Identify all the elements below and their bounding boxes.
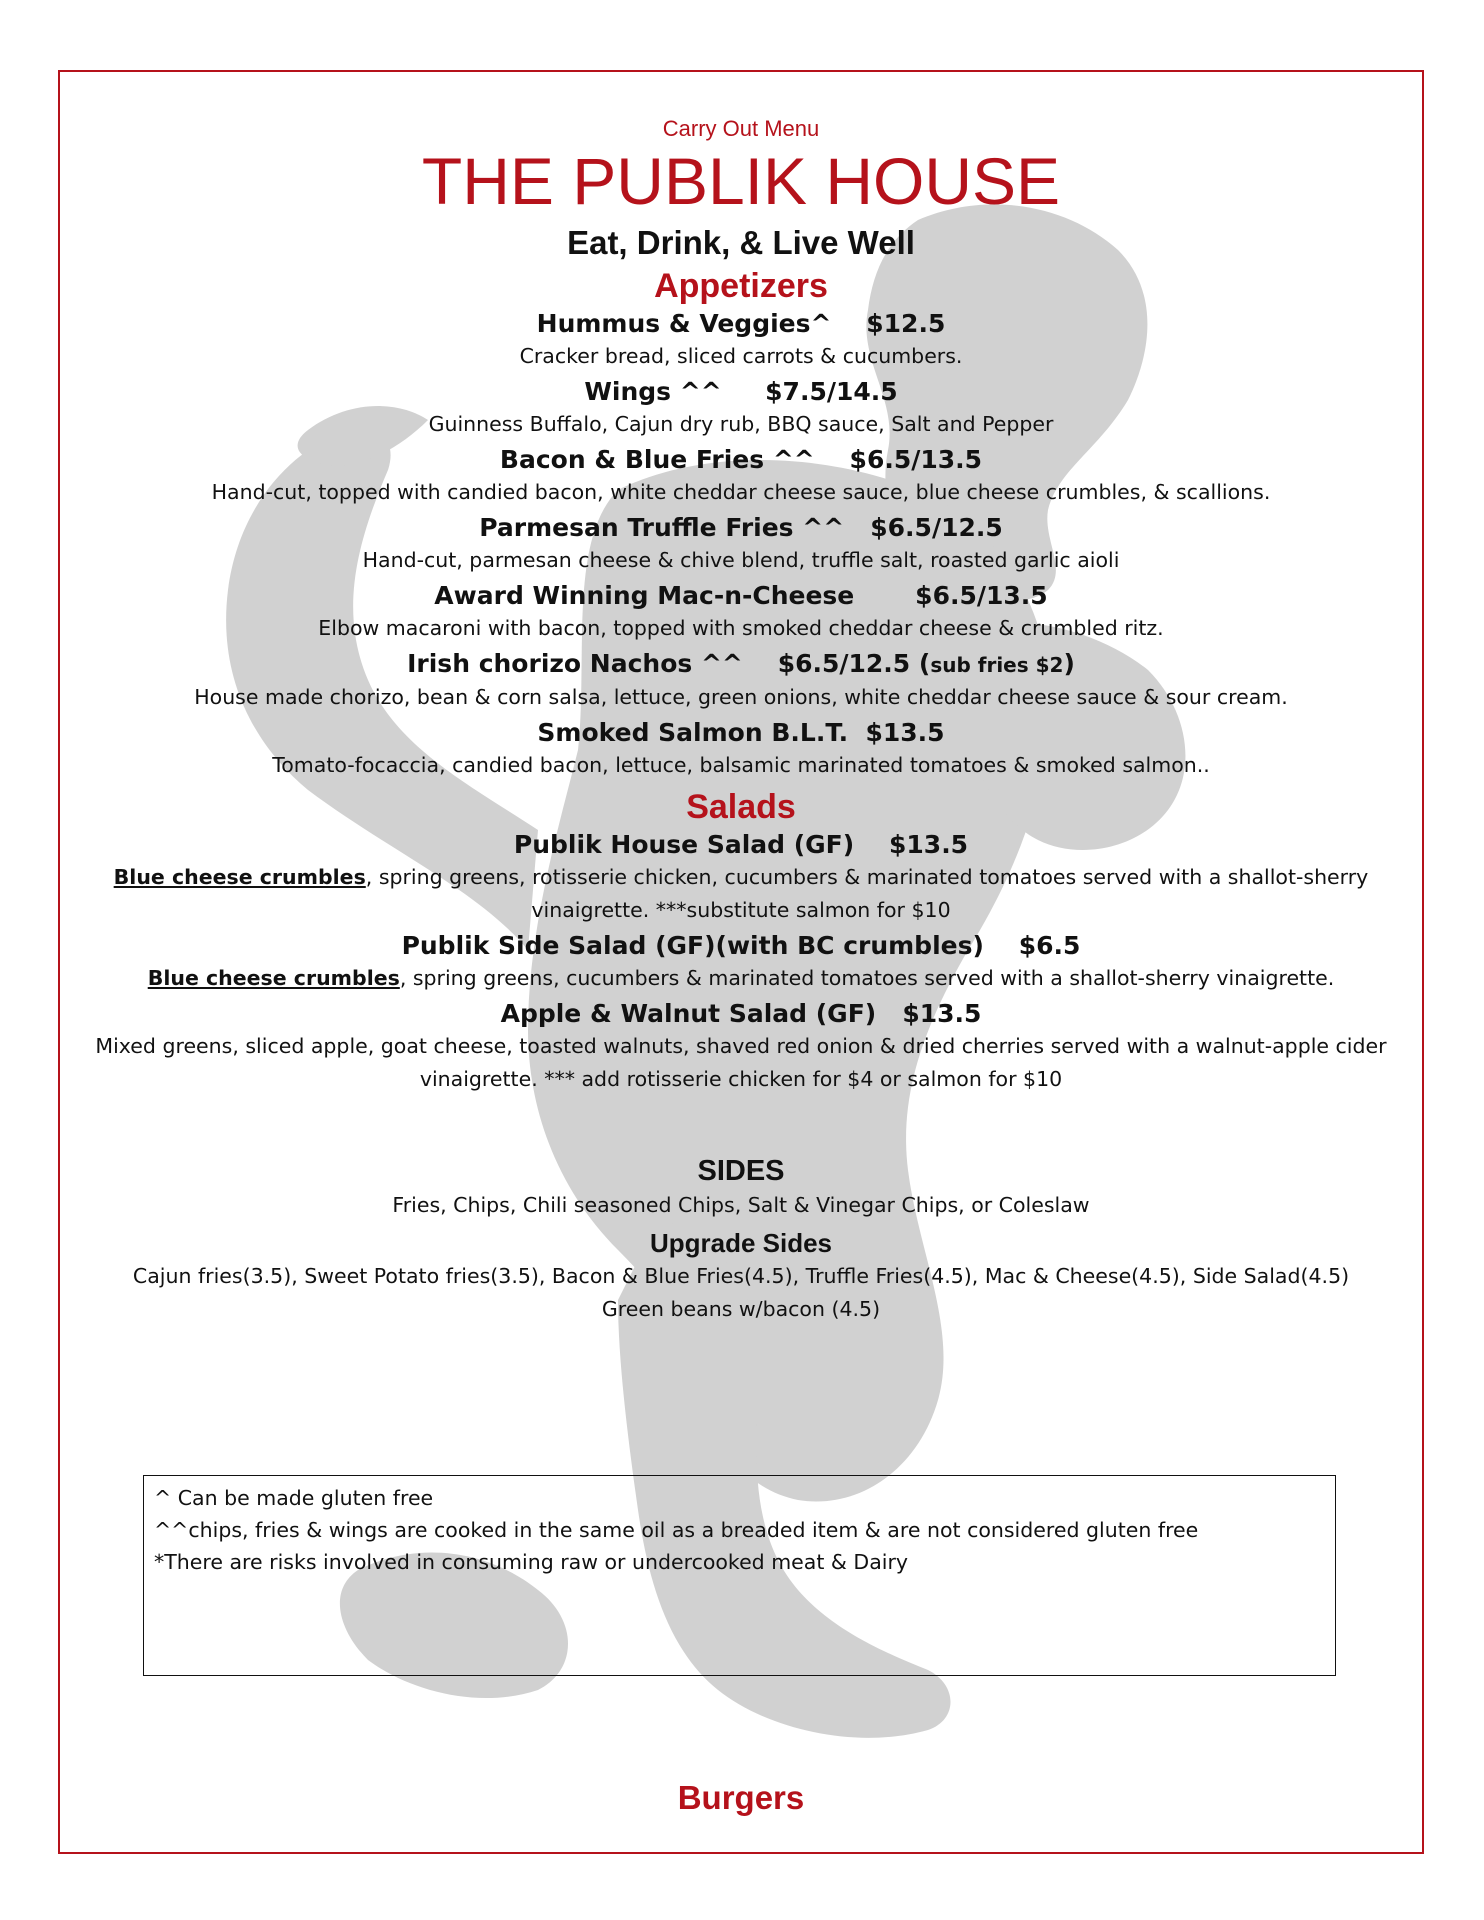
item-description: Hand-cut, parmesan cheese & chive blend, truffle salt, roasted garlic aioli	[362, 548, 1120, 572]
section-burgers: Burgers	[677, 1779, 805, 1816]
restaurant-title: THE PUBLIK HOUSE	[421, 144, 1061, 218]
menu-subtitle: Carry Out Menu	[662, 116, 820, 141]
upgrade-sides-list-2: Green beans w/bacon (4.5)	[601, 1297, 881, 1321]
item-name: Award Winning Mac-n-Cheese $6.5/13.5	[434, 581, 1048, 610]
item-description-text: , spring greens, rotisserie chicken, cucumbers & marinated tomatoes served with a shallot-sherry vinaigrette. ***substitute salmon for $10	[365, 865, 1369, 922]
item-description: Mixed greens, sliced apple, goat cheese, toasted walnuts, shaved red onion & dried cherries served with a walnut-apple cider vinaigrette. *** add rotisserie chicken for $4 or salmon for $10	[95, 1034, 1387, 1091]
note-raw-risk: *There are risks involved in consuming raw or undercooked meat & Dairy	[154, 1550, 909, 1574]
item-name: Wings ^^ $7.5/14.5	[584, 377, 898, 406]
menu-item	[60, 829, 1422, 927]
notes-box	[143, 1475, 1336, 1676]
sides-list: Fries, Chips, Chili seasoned Chips, Salt & Vinegar Chips, or Coleslaw	[392, 1193, 1090, 1217]
item-description	[60, 861, 1422, 927]
item-name-note: sub fries $2	[930, 653, 1064, 677]
menu-item	[60, 998, 1422, 1096]
item-description: Elbow macaroni with bacon, topped with smoked cheddar cheese & crumbled ritz.	[318, 616, 1164, 640]
item-description: Guinness Buffalo, Cajun dry rub, BBQ sauce, Salt and Pepper	[428, 412, 1054, 436]
item-name: Publik Side Salad (GF)(with BC crumbles) $6.5	[401, 931, 1081, 960]
menu-item	[60, 717, 1422, 782]
section-appetizers: Appetizers	[654, 267, 828, 305]
section-salads: Salads	[686, 788, 796, 826]
item-description: Hand-cut, topped with candied bacon, white cheddar cheese sauce, blue cheese crumbles, & scallions.	[211, 480, 1271, 504]
menu-item	[60, 376, 1422, 441]
item-name	[60, 648, 1422, 681]
menu-item	[60, 308, 1422, 373]
note-shared-oil: ^^chips, fries & wings are cooked in the same oil as a breaded item & are not considered gluten free	[154, 1518, 1199, 1542]
upgrade-sides-list: Cajun fries(3.5), Sweet Potato fries(3.5), Bacon & Blue Fries(4.5), Truffle Fries(4.5), Mac & Cheese(4.5), Side Salad(4.5)	[132, 1264, 1350, 1288]
menu-item	[60, 648, 1422, 714]
item-name: Apple & Walnut Salad (GF) $13.5	[500, 999, 982, 1028]
menu-item	[60, 512, 1422, 577]
item-name: Publik House Salad (GF) $13.5	[513, 830, 969, 859]
item-description	[60, 962, 1422, 995]
upgrade-sides-heading: Upgrade Sides	[649, 1228, 833, 1258]
item-highlight: Blue cheese crumbles	[113, 865, 366, 889]
item-name-end: )	[1063, 649, 1075, 678]
item-name: Smoked Salmon B.L.T. $13.5	[537, 718, 945, 747]
note-gluten-free: ^ Can be made gluten free	[154, 1486, 434, 1510]
item-description: Cracker bread, sliced carrots & cucumbers.	[519, 344, 963, 368]
item-name-main: Irish chorizo Nachos ^^ $6.5/12.5 (	[407, 649, 931, 678]
item-description: House made chorizo, bean & corn salsa, lettuce, green onions, white cheddar cheese sauce & sour cream.	[194, 685, 1288, 709]
item-description: Tomato-focaccia, candied bacon, lettuce, balsamic marinated tomatoes & smoked salmon..	[272, 753, 1210, 777]
menu-item	[60, 930, 1422, 995]
menu-content	[60, 72, 1422, 1326]
menu-item	[60, 444, 1422, 509]
section-sides: SIDES	[697, 1155, 785, 1187]
tagline: Eat, Drink, & Live Well	[567, 224, 915, 261]
item-name: Parmesan Truffle Fries ^^ $6.5/12.5	[479, 513, 1003, 542]
item-name: Bacon & Blue Fries ^^ $6.5/13.5	[499, 445, 983, 474]
item-description-text: , spring greens, cucumbers & marinated tomatoes served with a shallot-sherry vinaigrette.	[399, 966, 1335, 990]
menu-item	[60, 580, 1422, 645]
item-highlight: Blue cheese crumbles	[147, 966, 400, 990]
item-name: Hummus & Veggies^ $12.5	[536, 309, 946, 338]
